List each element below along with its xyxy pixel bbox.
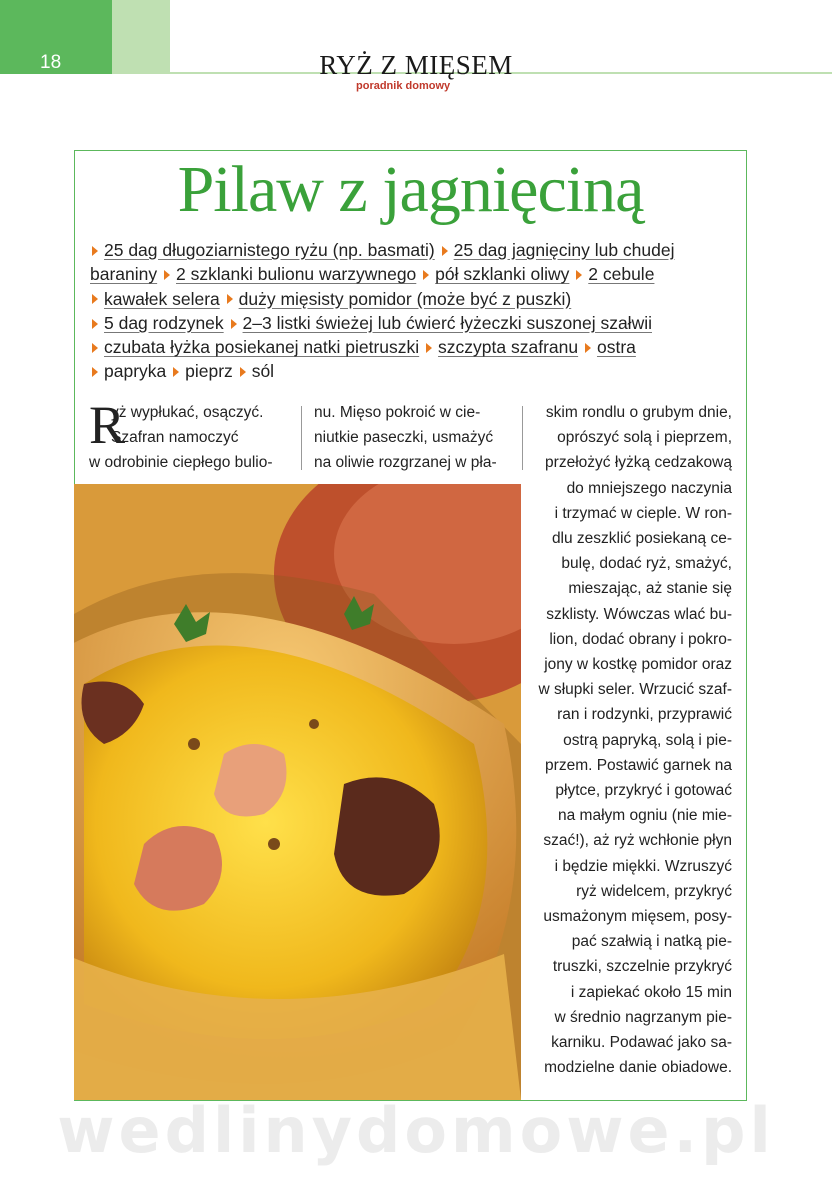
text-line: skim rondlu o grubym dnie, [545,404,732,421]
ingredient-line [90,262,730,286]
ingredient-item: sól [251,361,275,382]
bullet-icon [240,367,246,377]
ingredient-item: ostra [596,337,636,358]
column-divider [522,406,523,470]
ingredient-item: baraniny [90,264,158,285]
ingredient-item: 25 dag jagnięciny lub chudej [453,240,675,260]
text-line: usmażonym mięsem, posy- [543,908,732,926]
ingredient-line [90,359,730,383]
text-column-1 [89,395,287,476]
text-line: oprószyć solą i pieprzem, [557,429,732,447]
ingredient-line [90,287,730,311]
column-divider [301,406,302,470]
ingredient-item: szczypta szafranu [438,337,579,358]
bullet-icon [426,343,432,353]
section-title [0,50,832,81]
text-line: ostrą papryką, solą i pie- [563,731,732,749]
pilaf-image [74,484,521,1100]
bullet-icon [173,367,179,377]
text-line: ran i rodzynki, przyprawić [557,706,732,724]
text-line: szklisty. Wówczas wlać bu- [546,605,732,623]
text-line: do mniejszego naczynia [566,479,732,497]
text-line: niutkie paseczki, usmażyć [314,429,494,447]
bullet-icon [92,367,98,377]
ingredient-item: 2–3 listki świeżej lub ćwierć łyżeczki suszonej szałwii [242,312,652,333]
text-line: na oliwie rozgrzanej w pła- [314,454,497,472]
section-title-text: RYŻ Z MIĘSEM [319,50,513,80]
ingredient-item: pół szklanki oliwy [435,264,570,285]
ingredient-item: 2 cebule [588,264,655,285]
drop-cap: R [89,395,126,455]
text-column-2 [314,400,504,476]
ingredient-item: czubata łyżka posiekanej natki pietruszki [104,337,420,358]
ingredient-line [90,238,730,262]
bullet-icon [164,270,170,280]
text-line: i będzie miękki. Wzruszyć [554,857,732,875]
ingredient-item: 5 dag rodzynek [104,312,224,333]
text-line: w średnio nagrzanym pie- [554,1008,732,1026]
ingredient-line [90,311,730,335]
text-line: bulę, dodać ryż, smażyć, [561,555,732,573]
text-line: yż wypłukać, osączyć. [111,404,264,421]
bullet-icon [92,319,98,329]
text-line: dlu zeszklić posiekaną ce- [551,530,732,548]
text-line: Szafran namoczyć [111,429,239,447]
text-line: przem. Postawić garnek na [545,756,732,774]
text-line: płytce, przykryć i gotować [555,782,732,800]
bullet-icon [442,246,448,256]
text-line: na małym ogniu (nie mie- [557,807,732,825]
text-line: i zapiekać około 15 min [570,983,732,1001]
text-line: w słupki seler. Wrzucić szaf- [538,681,732,699]
text-line: i trzymać w cieple. W ron- [554,504,732,522]
watermark: wedlinydomowe.pl [57,1094,775,1167]
bullet-icon [227,294,233,304]
ingredient-item: pieprz [185,361,233,382]
bullet-icon [585,343,591,353]
ingredient-item: kawałek selera [104,288,220,309]
bullet-icon [231,319,237,329]
page-number: 18 [40,52,62,73]
text-line: nu. Mięso pokroić w cie- [314,404,481,421]
bullet-icon [92,343,98,353]
ingredient-line [90,335,730,359]
text-line: jony w kostkę pomidor oraz [544,656,732,674]
ingredient-item: 2 szklanki bulionu warzywnego [176,264,417,285]
bullet-icon [92,246,98,256]
text-line: przełożyć łyżką cedzakową [545,454,732,472]
food-photo [74,484,521,1100]
text-line: modzielne danie obiadowe. [544,1059,732,1077]
bullet-icon [576,270,582,280]
text-line: lion, dodać obrany i pokro- [549,630,732,648]
text-line: pać szałwią i natką pie- [571,933,732,951]
text-line: karniku. Podawać jako sa- [551,1034,732,1052]
bullet-icon [423,270,429,280]
recipe-title: Pilaw z jagnięciną [177,153,644,226]
text-line: szać!), aż ryż wchłonie płyn [543,832,732,850]
text-line: w odrobinie ciepłego bulio- [89,454,273,472]
text-line: truszki, szczelnie przykryć [552,958,732,976]
text-column-3 [536,400,732,1080]
text-line: mieszając, aż stanie się [568,580,732,598]
ingredient-item: papryka [104,361,167,382]
bullet-icon [92,294,98,304]
ingredient-item: 25 dag długoziarnistego ryżu (np. basmati) [104,240,435,260]
text-line: ryż widelcem, przykryć [576,882,732,900]
ingredient-item: duży mięsisty pomidor (może być z puszki) [238,288,572,309]
ingredient-list [90,238,730,384]
section-subtitle: poradnik domowy [356,80,451,92]
